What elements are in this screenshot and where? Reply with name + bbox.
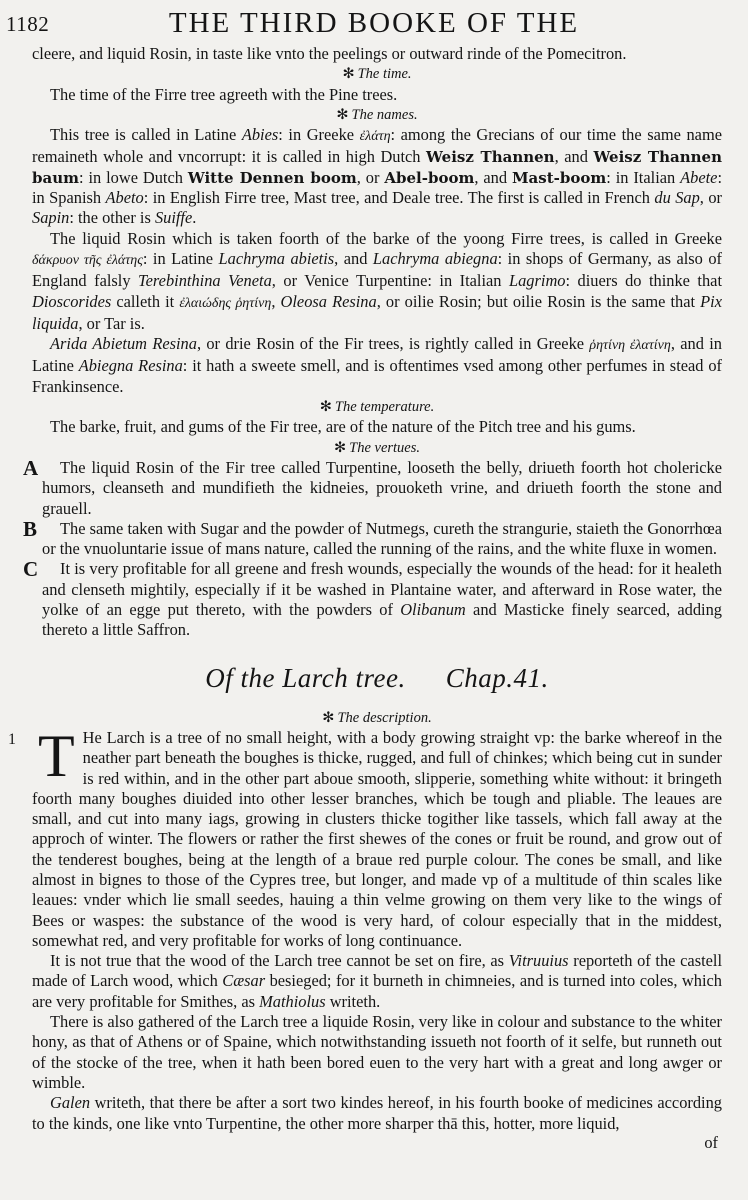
time-paragraph: The time of the Firre tree agreeth with the Pine trees. — [50, 84, 398, 104]
catchword: of — [704, 1132, 718, 1152]
section-heading-description — [32, 708, 722, 728]
section-heading-vertues — [32, 438, 722, 458]
marginal-letter-c: C — [23, 557, 39, 582]
section-heading-label: The temperature. — [334, 399, 435, 416]
chapter-heading — [32, 663, 722, 694]
continued-line: cleere, and liquid Rosin, in taste like vnto the peelings or outward rinde of the Pomecitron. — [32, 44, 627, 63]
section-heading-label: The names. — [351, 106, 418, 123]
description-paragraph: 1 T He Larch is a tree of no small height, with a body growing straight vp: the barke whereof in the neather part beneath the boughes is thicke, rugged, and full of chinkes; which being cut in sunder is red within, and in the other part aboue smooth, slipperie, something white without: it bringeth foorth many boughes diuided into other lesser branches, which be tough and pliable. The leaues are small, and cut into many iags, growing in clusters thicke togither like tassels, which fall away at the approch of winter. The flowers or rather the first shewes of the cones or fruit be round, and grow out of the tenderest boughes, being at the length of a braue red purple colour. The cones be small, and like almost in bignes to those of the Cypres tree, but longer, and made vp of a multitude of thin scales like leaues: vnder which lie small seedes, hauing a thin velme growing on them very like to the wings of Bees or waspes: the substance of the wood is very hard, of colour especially that in the middest, somewhat red, and very profitable for works of long continuance. — [8, 722, 722, 950]
running-head: THE THIRD BOOKE OF THE — [168, 7, 580, 39]
fleuron-icon: ✻ — [319, 399, 332, 416]
larch-paragraph-3: There is also gathered of the Larch tree a liquide Rosin, very like in colour and substance to the whiter hony, as that of Athens or of Spaine, which notwithstanding issueth not foorth of it selfe, but runneth out of the stocke of the tree, when it hath been bored euen to the very hart with a great and long awger or wimble. — [32, 1012, 722, 1092]
vertue-a-paragraph: A The liquid Rosin of the Fir tree called Turpentine, looseth the belly, driueth foorth hot cholericke humors, cleanseth and mundifieth the kidneies, prouoketh vrine, and driueth foorth the stone and grauell. — [32, 458, 722, 519]
page-header — [6, 4, 742, 44]
larch-paragraph-4: Galen writeth, that there be after a sort two kindes hereof, in his fourth booke of medicines according to the kinds, one like vnto Turpentine, the other more sharper thā this, hotter, more liquid, — [32, 1093, 722, 1133]
names-paragraph-2: The liquid Rosin which is taken foorth of the barke of the yoong Firre trees, is called in Greeke δάκρυον τῆς ἐλάτης: in Latine Lachryma abietis, and Lachryma abiegna: in shops of Germany, as also of England falsly Terebinthina Veneta, or Venice Turpentine: in Italian Lagrimo: diuers do thinke that Dioscorides calleth it ἐλαιώδης ῥητίνη, Oleosa Resina, or oilie Rosin; but oilie Rosin is the same that Pix liquida, or Tar is. — [32, 228, 722, 333]
section-heading-time — [32, 64, 722, 84]
names-paragraph-3: Arida Abietum Resina, or drie Rosin of the Fir trees, is rightly called in Greeke ῥητίνη ἐλατίνη, and in Latine Abiegna Resina: it hath a sweete smell, and is oftentimes vsed among other perfumes in stead of Frankinsence. — [32, 334, 722, 396]
fleuron-icon: ✻ — [336, 106, 349, 123]
page-number: 1182 — [6, 12, 50, 36]
section-heading-temperature — [32, 397, 722, 417]
page-body — [8, 44, 723, 1152]
fleuron-icon: ✻ — [322, 709, 335, 726]
vertue-b-paragraph: B The same taken with Sugar and the powder of Nutmegs, cureth the strangurie, staieth the Gonorrhœa or the vnuoluntarie issue of mans nature, called the running of the rains, and the white fluxe in women. — [32, 519, 722, 560]
marginal-letter-b: B — [23, 516, 38, 541]
temperature-paragraph: The barke, fruit, and gums of the Fir tree, are of the nature of the Pitch tree and his gums. — [50, 417, 636, 437]
fleuron-icon: ✻ — [342, 66, 355, 83]
section-heading-names — [32, 105, 722, 125]
chapter-title: Of the Larch tree. — [205, 662, 406, 693]
section-heading-label: The time. — [357, 66, 412, 83]
chapter-number: Chap.41. — [445, 662, 549, 693]
drop-cap: T — [38, 722, 75, 789]
marginal-letter-a: A — [23, 455, 39, 480]
names-paragraph-1: This tree is called in Latine Abies: in Greeke ἐλάτη: among the Grecians of our time the same name remaineth whole and vncorrupt: it is called in high Dutch Weisz Thannen, and Weisz Thannen baum: in lowe Dutch Witte Dennen boom, or Abel-boom, and Mast-boom: in Italian Abete: in Spanish Abeto: in English Firre tree, Mast tree, and Deale tree. The first is called in French du Sap, or Sapin: the other is Suiffe. — [32, 125, 723, 228]
fleuron-icon: ✻ — [333, 439, 347, 456]
larch-paragraph-2: It is not true that the wood of the Larch tree cannot be set on fire, as Vitruuius reporteth of the castell made of Larch wood, which Cæsar besieged; for it burneth in chimneies, and is turned into coles, which are very profitable for Smithes, as Mathiolus writeth. — [32, 951, 723, 1011]
section-heading-label: The description. — [337, 709, 432, 726]
vertue-c-paragraph: C It is very profitable for all greene and fresh wounds, especially the wounds of the head: for it healeth and clenseth mightily, especially if it be washed in Plantaine water, and afterward in Rose water, the yolke of an egge put thereto, with the powders of Olibanum and Masticke finely searced, adding thereto a little Saffron. — [32, 559, 722, 640]
section-heading-label: The vertues. — [349, 439, 421, 456]
marginal-number-1: 1 — [8, 730, 16, 748]
